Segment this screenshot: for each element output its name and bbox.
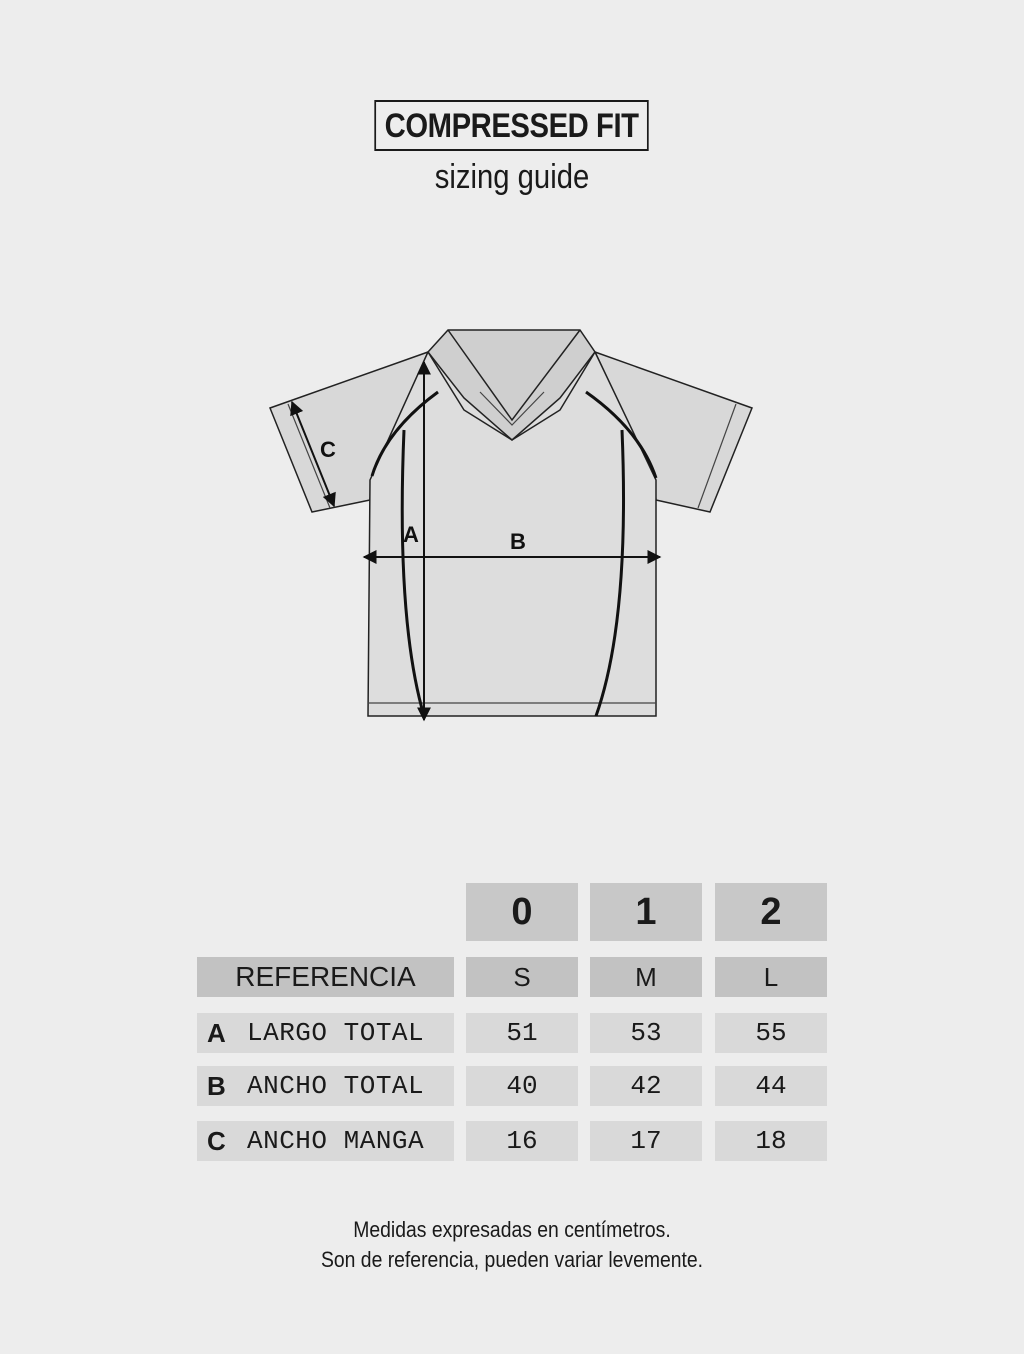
table-cell: 17 [590, 1121, 702, 1161]
header [0, 100, 1024, 197]
size-header-1: 1 [590, 883, 702, 941]
letter-size-l: L [715, 957, 827, 997]
footnote [0, 1215, 1024, 1275]
shirt-diagram [250, 320, 770, 740]
size-header-2: 2 [715, 883, 827, 941]
table-row-label-b [197, 1066, 454, 1106]
letter-size-m: M [590, 957, 702, 997]
table-cell: 42 [590, 1066, 702, 1106]
table-cell: 16 [466, 1121, 578, 1161]
table-cell: 53 [590, 1013, 702, 1053]
table-cell: 40 [466, 1066, 578, 1106]
row-key: B [207, 1070, 226, 1101]
footnote-line-1: Medidas expresadas en centímetros. [353, 1217, 671, 1242]
label-a: A [403, 522, 419, 547]
table-cell: 55 [715, 1013, 827, 1053]
size-header-0: 0 [466, 883, 578, 941]
table-cell: 51 [466, 1013, 578, 1053]
table-row-label-c [197, 1121, 454, 1161]
page-subtitle: sizing guide [434, 158, 590, 196]
row-name: LARGO TOTAL [247, 1018, 425, 1048]
row-name: ANCHO MANGA [247, 1126, 425, 1156]
reference-header: REFERENCIA [197, 957, 454, 997]
table-row-label-a [197, 1013, 454, 1053]
table-cell: 18 [715, 1121, 827, 1161]
table-cell: 44 [715, 1066, 827, 1106]
footnote-line-2: Son de referencia, pueden variar levemente. [320, 1247, 704, 1272]
letter-size-s: S [466, 957, 578, 997]
row-key: C [207, 1125, 226, 1156]
label-b: B [510, 529, 526, 554]
label-c: C [320, 437, 336, 462]
page-title: COMPRESSED FIT [375, 100, 650, 151]
row-name: ANCHO TOTAL [247, 1071, 425, 1101]
row-key: A [207, 1017, 226, 1048]
